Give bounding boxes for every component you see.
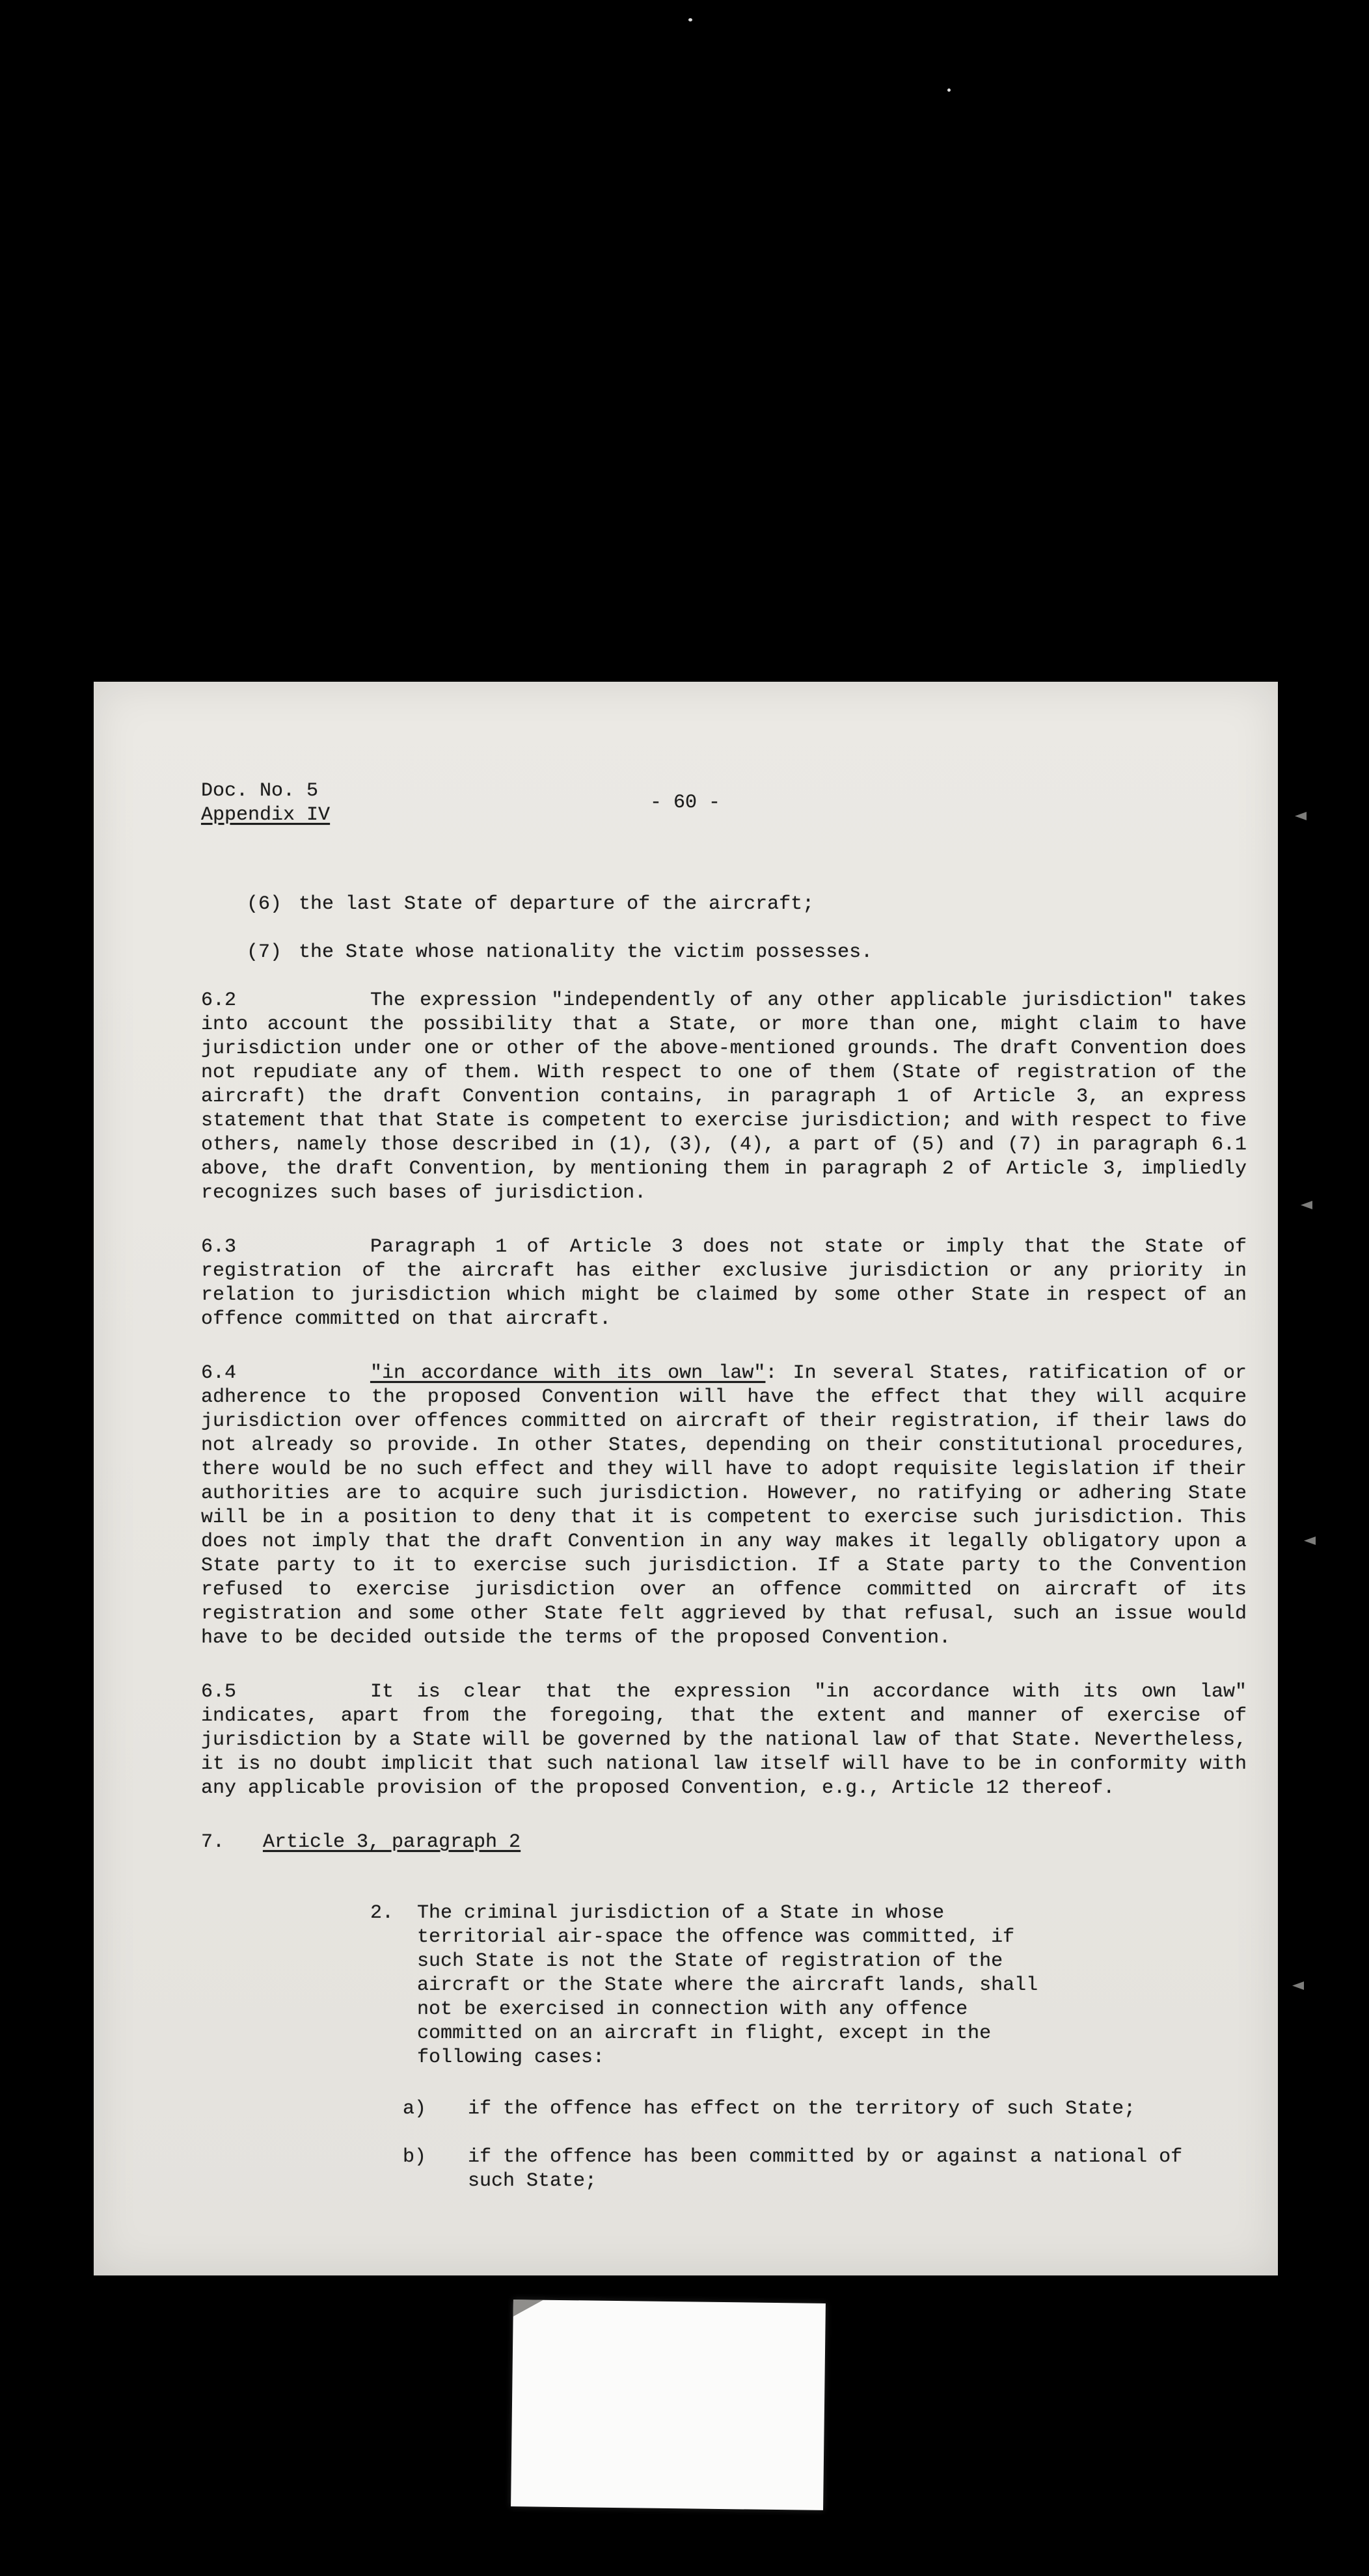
- quote-item-a-number: a): [403, 2098, 427, 2120]
- quote-item-b: [403, 2145, 1184, 2194]
- paragraph-6-3-text: Paragraph 1 of Article 3 does not state or imply that the State of registration of the aircraft has either exclusive jurisdiction or any priority in relation to jurisdiction which might be claimed by some other State in respect of an offence committed on that aircraft.: [201, 1236, 1247, 1330]
- attached-slip: [511, 2300, 826, 2510]
- paragraph-6-5-text: It is clear that the expression "in accordance with its own law" indicates, apart from the foregoing, that the extent and manner of exercise of jurisdiction by a State will be governed by the national law of that State. Nevertheless, it is no doubt implicit that such national law itself will have to be in conformity with any applicable provision of the proposed Convention, e.g., Article 12 thereof.: [201, 1681, 1247, 1799]
- page-header: [201, 779, 1247, 827]
- paragraph-6-4-text: : In several States, ratification of or adherence to the proposed Convention will have the effect that they will acquire jurisdiction over offences committed on aircraft of their registration, if their laws do not already so provide. In other States, depending on their constitutional procedures, there would be no such effect and they will have to adopt requisite legislation if their authorities are to acquire such jurisdiction. However, no ratifying or adhering State will be in a position to deny that it is competent to exercise such jurisdiction. This does not imply that the draft Convention in any way makes it legally obligatory upon a State party to it to exercise such jurisdiction. If a State party to the Convention refused to exercise jurisdiction over an offence committed on aircraft of its registration and some other State felt aggrieved by that refusal, such an issue would have to be decided outside the terms of the proposed Convention.: [201, 1362, 1247, 1649]
- section-7-title: Article 3, paragraph 2: [263, 1831, 521, 1853]
- margin-mark: [1304, 1536, 1316, 1545]
- paragraph-6-4: [201, 1362, 1247, 1650]
- paragraph-6-4-underlined-phrase: "in accordance with its own law": [370, 1362, 766, 1384]
- quote-item-a: [403, 2097, 1184, 2121]
- appendix-label: Appendix IV: [201, 804, 331, 826]
- quote-item-a-text: if the offence has effect on the territory of such State;: [468, 2098, 1136, 2120]
- list-item-6-text: the last State of departure of the aircraft;: [299, 893, 815, 915]
- margin-mark: [1295, 812, 1307, 820]
- list-item-7: [247, 941, 1247, 965]
- margin-mark: [1301, 1201, 1312, 1209]
- list-item-6-number: (6): [247, 893, 282, 915]
- scan-artifact: [947, 88, 951, 92]
- quoted-article-number: 2.: [370, 1902, 394, 1924]
- margin-mark: [1292, 1981, 1304, 1990]
- quoted-article-text: The criminal jurisdiction of a State in whose territorial air-space the offence was committed, if such State is not the State of registration of the aircraft or the State where the aircraft lands, shall not be exercised in connection with any offence committed on an aircraft in flight, except in the following cases:: [417, 1902, 1038, 2069]
- scan-artifact: [688, 18, 692, 21]
- quoted-article-paragraph: [370, 1901, 1053, 2070]
- list-item-7-text: the State whose nationality the victim possesses.: [299, 941, 873, 963]
- paragraph-6-4-number: 6.4: [201, 1362, 237, 1384]
- paragraph-6-5: [201, 1680, 1247, 1801]
- doc-number: Doc. No. 5: [201, 780, 319, 802]
- quote-item-b-text: if the offence has been committed by or against a national of such State;: [468, 2146, 1183, 2192]
- paragraph-6-3-number: 6.3: [201, 1236, 237, 1258]
- paragraph-6-2-text: The expression "independently of any other applicable jurisdiction" takes into account the possibility that a State, or more than one, might claim to have jurisdiction under one or other of the above-mentioned grounds. The draft Convention does not repudiate any of them. With respect to one of them (State of registration of the aircraft) the draft Convention contains, in paragraph 1 of Article 3, an express statement that that State is competent to exercise jurisdiction; and with respect to five others, namely those described in (1), (3), (4), a part of (5) and (7) in paragraph 6.1 above, the draft Convention, by mentioning them in paragraph 2 of Article 3, impliedly recognizes such bases of jurisdiction.: [201, 989, 1247, 1204]
- slip-corner-shade: [513, 2300, 543, 2317]
- document-page: [94, 682, 1278, 2275]
- list-item-7-number: (7): [247, 941, 282, 963]
- list-item-6: [247, 892, 1247, 917]
- paragraph-6-2-number: 6.2: [201, 989, 237, 1012]
- page-content: [94, 682, 1278, 2194]
- paragraph-6-5-number: 6.5: [201, 1681, 237, 1703]
- quote-item-b-number: b): [403, 2146, 427, 2168]
- paragraph-6-2: [201, 989, 1247, 1205]
- paragraph-6-3: [201, 1235, 1247, 1332]
- page-number: - 60 -: [650, 792, 721, 814]
- section-7-number: 7.: [201, 1831, 225, 1853]
- section-7-heading: [201, 1831, 1247, 1855]
